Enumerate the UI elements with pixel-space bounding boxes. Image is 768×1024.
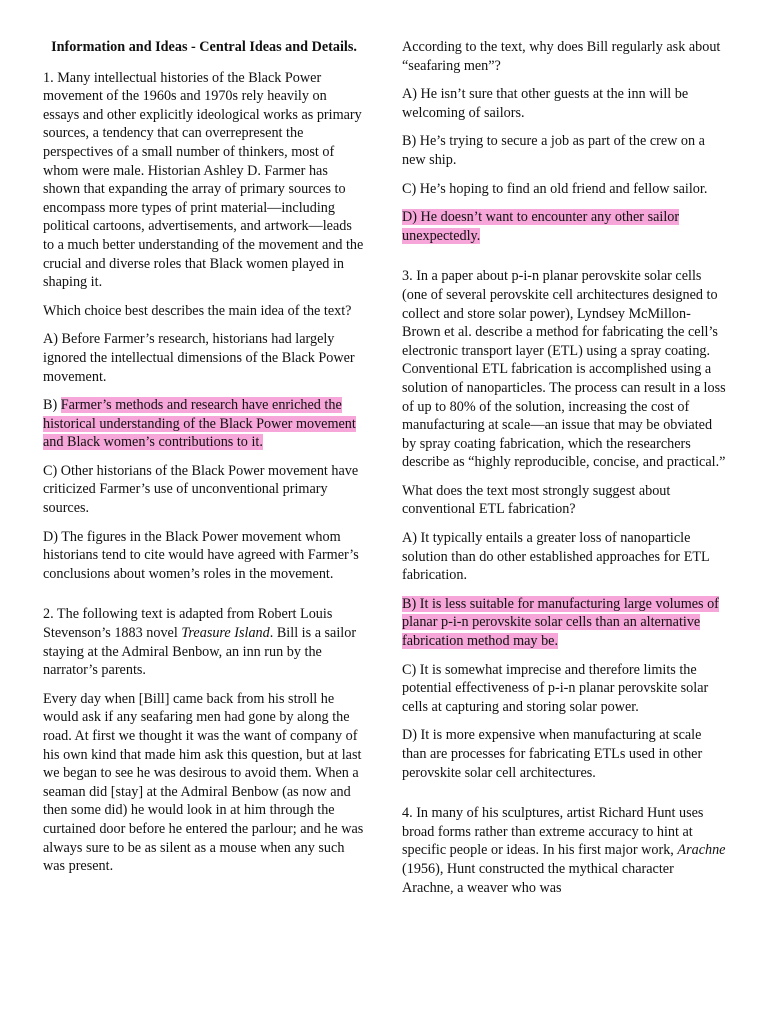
q2-choice-c: C) He’s hoping to find an old friend and fellow sailor. bbox=[402, 180, 708, 197]
q1-passage-text: Many intellectual histories of the Black Power movement of the 1960s and 1970s rely heavily on essays and other explicitly ideological works as primary sources, a tendency that can overrepresent the perspectives of a small number of thinkers, most of whom were male. Historian Ashley D. Farmer has shown that expanding the array of primary sources to encompass more types of print material—including political cartoons, advertisements, and artwork—leads to a much better understanding of the movement and the crucial and diverse roles that Black women played in shaping it. bbox=[43, 69, 364, 291]
q2-intro bbox=[43, 605, 365, 679]
q3-passage: 3. In a paper about p-i-n planar perovskite solar cells (one of several perovskite cell architectures designed to collect and store solar power), Lyndsey McMillon-Brown et al. describe a method for fabricating the cell’s electronic transport layer (ETL) using a spray coating. Conventional ETL fabrication is accomplished using a solution of nanoparticles. The process can result in a loss of up to 80% of the solution, increasing the cost of manufacturing at scale—an issue that may be obviated by spray coating fabrication, which the researchers describe as “highly reproducible, concise, and practical.” bbox=[402, 268, 726, 471]
q3-choice-d: D) It is more expensive when manufacturing at scale than are processes for fabricating ETLs used in other perovskite solar cell architectures. bbox=[402, 727, 703, 781]
q1-choice-b bbox=[43, 396, 365, 452]
q2-intro-before: 2. The following text is adapted from Robert Louis Stevenson’s 1883 novel bbox=[43, 606, 333, 642]
q1-choice-d: D) The figures in the Black Power movement whom historians tend to cite would have agreed with Farmer’s conclusions about women’s roles in the movement. bbox=[43, 528, 359, 582]
q2-choice-a: A) He isn’t sure that other guests at the inn will be welcoming of sailors. bbox=[402, 86, 689, 121]
q3-choice-a: A) It typically entails a greater loss of nanoparticle solution than do other established approaches for ETL fabrication. bbox=[402, 530, 710, 584]
q2-intro-after: . Bill is a sailor staying at the Admiral Benbow, an inn run by the narrator’s parents. bbox=[43, 625, 357, 679]
q4-work-title: Arachne bbox=[677, 842, 726, 859]
q1-number: 1. bbox=[43, 69, 58, 86]
q1-choice-b-letter: B) bbox=[43, 397, 61, 414]
q2-question: According to the text, why does Bill regularly ask about “seafaring men”? bbox=[402, 39, 721, 74]
q3-question: What does the text most strongly suggest about conventional ETL fabrication? bbox=[402, 482, 671, 518]
q1-choice-b-highlighted-answer: Farmer’s methods and research have enriched the historical understanding of the Black Power movement and Black women’s contributions to it. bbox=[43, 397, 356, 451]
q4-passage bbox=[402, 804, 728, 897]
q2-passage: Every day when [Bill] came back from his stroll he would ask if any seafaring men had gone by along the road. At first we thought it was the want of company of his own kind that made him ask this question, but at last we began to see he was desirous to avoid them. When a seaman did [stay] at the Admiral Benbow (as now and then some did) he would look in at him through the curtained door before he entered the parlour; and he was always sure to be as silent as a mouse when any such was present. bbox=[43, 690, 364, 875]
q1-choice-c: C) Other historians of the Black Power movement have criticized Farmer’s use of unconventional primary sources. bbox=[43, 462, 359, 517]
q4-passage-before: 4. In many of his sculptures, artist Richard Hunt uses broad forms rather than extreme accuracy to hint at specific people or ideas. In his first major work, bbox=[402, 805, 704, 859]
left-column bbox=[43, 38, 365, 886]
q3-choice-c: C) It is somewhat imprecise and therefore limits the potential effectiveness of p-i-n planar perovskite solar cells at capturing and storing solar power. bbox=[402, 661, 709, 715]
right-column bbox=[402, 38, 728, 907]
q2-choice-d bbox=[402, 208, 728, 245]
q2-book-title: Treasure Island bbox=[181, 625, 270, 642]
q1-question: Which choice best describes the main idea of the text? bbox=[43, 302, 352, 319]
page-title: Information and Ideas - Central Ideas and Details. bbox=[51, 39, 357, 55]
q2-choice-b: B) He’s trying to secure a job as part of the crew on a new ship. bbox=[402, 133, 705, 168]
q1-passage bbox=[43, 69, 365, 292]
q3-choice-b-highlighted-answer: B) It is less suitable for manufacturing large volumes of planar p-i-n perovskite solar cells than an alternative fabrication method may be. bbox=[402, 595, 719, 650]
q4-passage-after: (1956), Hunt constructed the mythical character Arachne, a weaver who was bbox=[402, 860, 674, 896]
q2-choice-d-highlighted-answer: D) He doesn’t want to encounter any other sailor unexpectedly. bbox=[402, 209, 680, 244]
q1-choice-a: A) Before Farmer’s research, historians had largely ignored the intellectual dimensions of the Black Power movement. bbox=[43, 331, 355, 385]
q3-choice-b bbox=[402, 595, 728, 651]
